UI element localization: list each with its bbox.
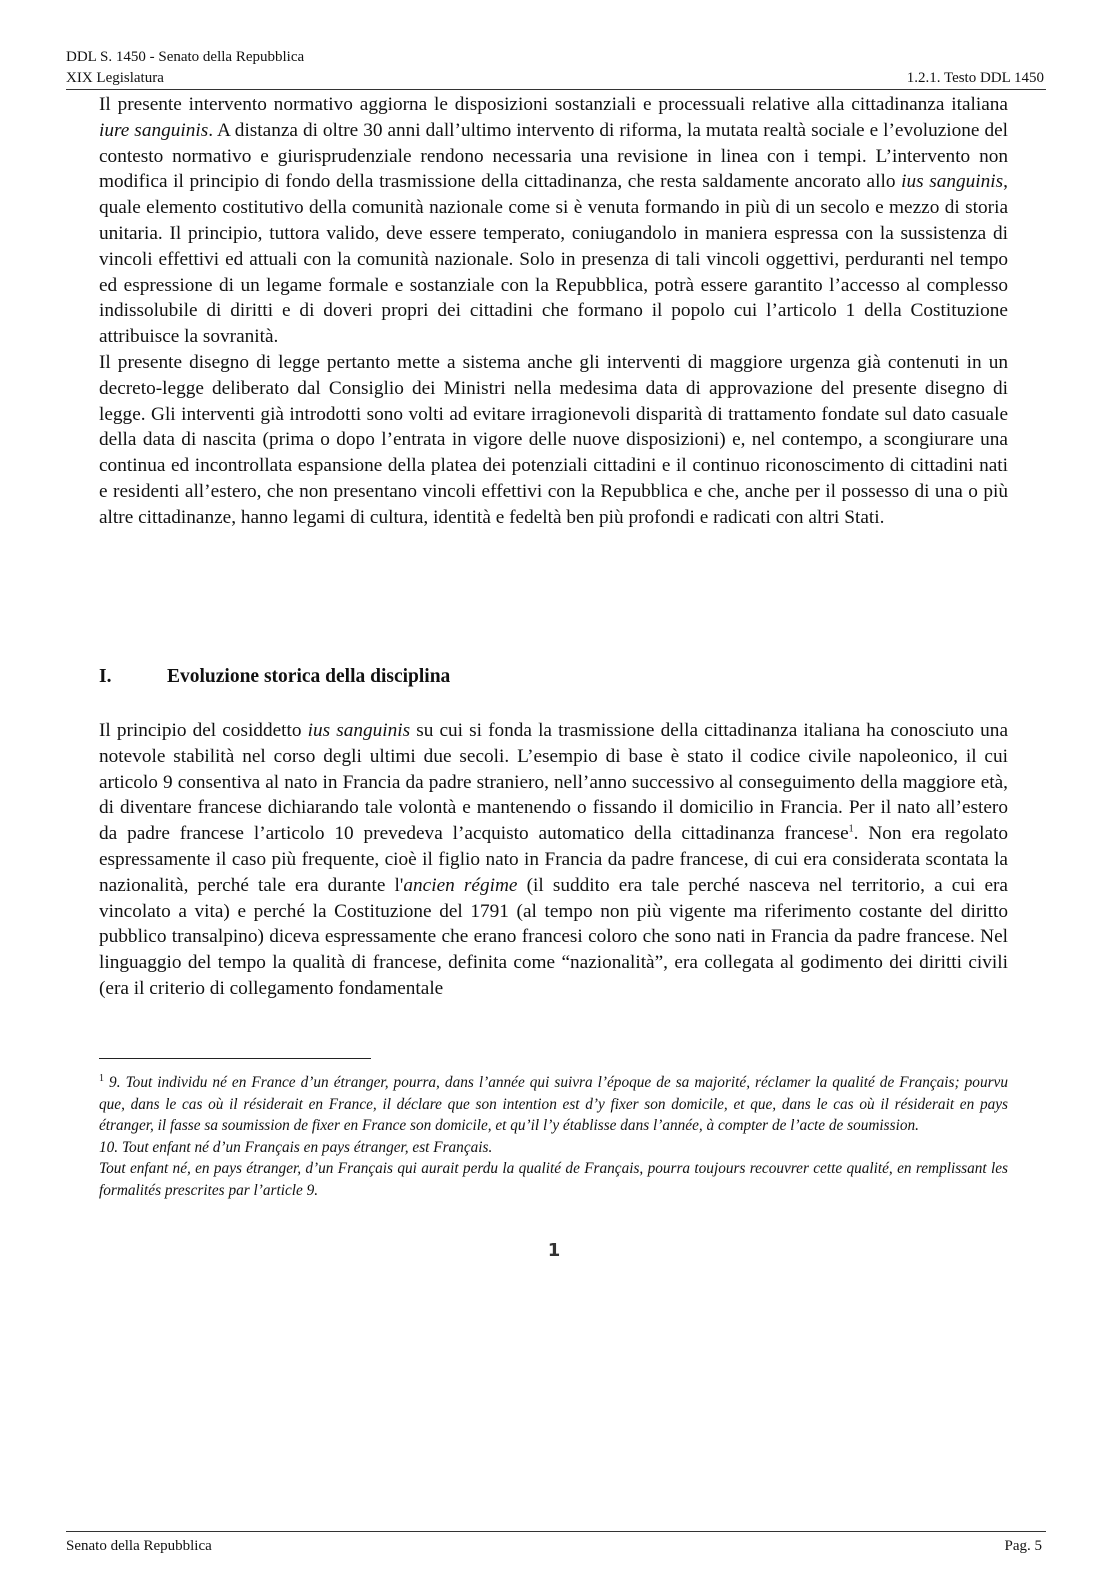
footnote <box>99 1072 1008 1202</box>
footnote-marker: 1 <box>99 1072 104 1084</box>
header-divider <box>66 89 1046 90</box>
section-title: Evoluzione storica della disciplina <box>167 666 451 687</box>
section-number: I. <box>99 666 112 687</box>
intro-paragraph-2: Il presente disegno di legge pertanto mette a sistema anche gli interventi di maggiore urgenza già contenuti in un decreto-legge deliberato dal Consiglio dei Ministri nella medesima data di approvazione del presente disegno di legge. Gli interventi già introdotti sono volti ad evitare irragionevoli disparità di trattamento fondate sul dato casuale della data di nascita (prima o dopo l’entrata in vigore delle nuove disposizioni) e, nel contempo, a scongiurare una continua ed incontrollata espansione della platea dei potenziali cittadini e il continuo riconoscimento di cittadini nati e residenti all’estero, che non presentano vincoli effettivi con la Repubblica e che, anche per il possesso di una o più altre cittadinanze, hanno legami di cultura, identità e fedeltà ben più profondi e radicati con altri Stati. <box>99 351 1008 528</box>
footer-divider <box>66 1531 1046 1532</box>
inner-page-number: 1 <box>547 1240 561 1261</box>
footnote-line-2: 10. Tout enfant né d’un Français en pays étranger, est Français. <box>99 1138 493 1156</box>
footer-page: Pag. 5 <box>1004 1538 1042 1554</box>
header-doc-id: DDL S. 1450 - Senato della Repubblica <box>66 49 305 65</box>
section-body <box>99 718 1008 1002</box>
footnote-line-3: Tout enfant né, en pays étranger, d’un Français qui aurait perdu la qualité de Français, pourra toujours recouvrer cette qualité, en remplissant les formalités prescrites par l’article 9. <box>99 1160 1008 1199</box>
footnote-divider <box>99 1058 371 1059</box>
footnote-line-1: $^1$ 9. Tout individu né en France d’un étranger, pourra, dans l’année qui suivra l’époque de sa majorité, réclamer la qualité de Français; pourvu que, dans le cas où il résiderait en France, il déclare que son intention est d’y fixer son domicile, et que, dans le cas où il résiderait en pays étranger, il fasse sa soumission de fixer en France son domicile, et qu’il l’y établisse dans l’année, à compter de l’acte de soumission. <box>99 1072 1008 1135</box>
section-heading <box>99 666 450 688</box>
footer-source: Senato della Repubblica <box>66 1538 212 1554</box>
header-legislature: XIX Legislatura <box>66 70 164 86</box>
intro-body <box>99 92 1008 531</box>
section-paragraph: Il principio del cosiddetto ius sanguinis su cui si fonda la trasmissione della cittadinanza italiana ha conosciuto una notevole stabilità nel corso degli ultimi due secoli. L’esempio di base è stato il codice civile napoleonico, il cui articolo 9 consentiva al nato in Francia da padre straniero, nell’anno successivo al conseguimento della maggiore età, di diventare francese dichiarando tale volontà e mantenendo o fissando il domicilio in Francia. Per il nato all’estero da padre francese l’articolo 10 prevedeva l’acquisto automatico della cittadinanza francese$^1$. Non era regolato espressamente il caso più frequente, cioè il figlio nato in Francia da padre francese, di cui era considerata scontata la nazionalità, perché tale era durante l'ancien régime (il suddito era tale perché nasceva nel territorio, a cui era vincolato a vita) e perché la Costituzione del 1791 (al tempo non più vigente ma riferimento costante del diritto pubblico transalpino) diceva espressamente che erano francesi coloro che sono nati in Francia da padre francese. Nel linguaggio del tempo la qualità di francese, definita come “nazionalità”, era collegata al godimento dei diritti civili (era il criterio di collegamento fondamentale <box>99 720 1009 999</box>
header-section-ref: 1.2.1. Testo DDL 1450 <box>906 70 1044 86</box>
footnote-reference[interactable]: 1 <box>848 823 854 835</box>
intro-paragraph-1: Il presente intervento normativo aggiorna le disposizioni sostanziali e processuali relative alla cittadinanza italiana iure sanguinis. A distanza di oltre 30 anni dall’ultimo intervento di riforma, la mutata realtà sociale e l’evoluzione del contesto normativo e giurisprudenziale rendono necessaria una revisione in linea con i tempi. L’intervento non modifica il principio di fondo della trasmissione della cittadinanza, che resta saldamente ancorato allo ius sanguinis, quale elemento costitutivo della comunità nazionale come si è venuta formando in più di un secolo e mezzo di storia unitaria. Il principio, tuttora valido, deve essere temperato, coniugandolo in maniera espressa con la sussistenza di vincoli effettivi ed attuali con la comunità nazionale. Solo in presenza di tali vincoli oggettivi, perduranti nel tempo ed espressione di un legame formale e sostanziale con la Repubblica, potrà essere garantito l’accesso al complesso indissolubile di diritti e di doveri propri dei cittadini che formano il popolo cui l’articolo 1 della Costituzione attribuisce la sovranità. <box>99 94 1009 348</box>
